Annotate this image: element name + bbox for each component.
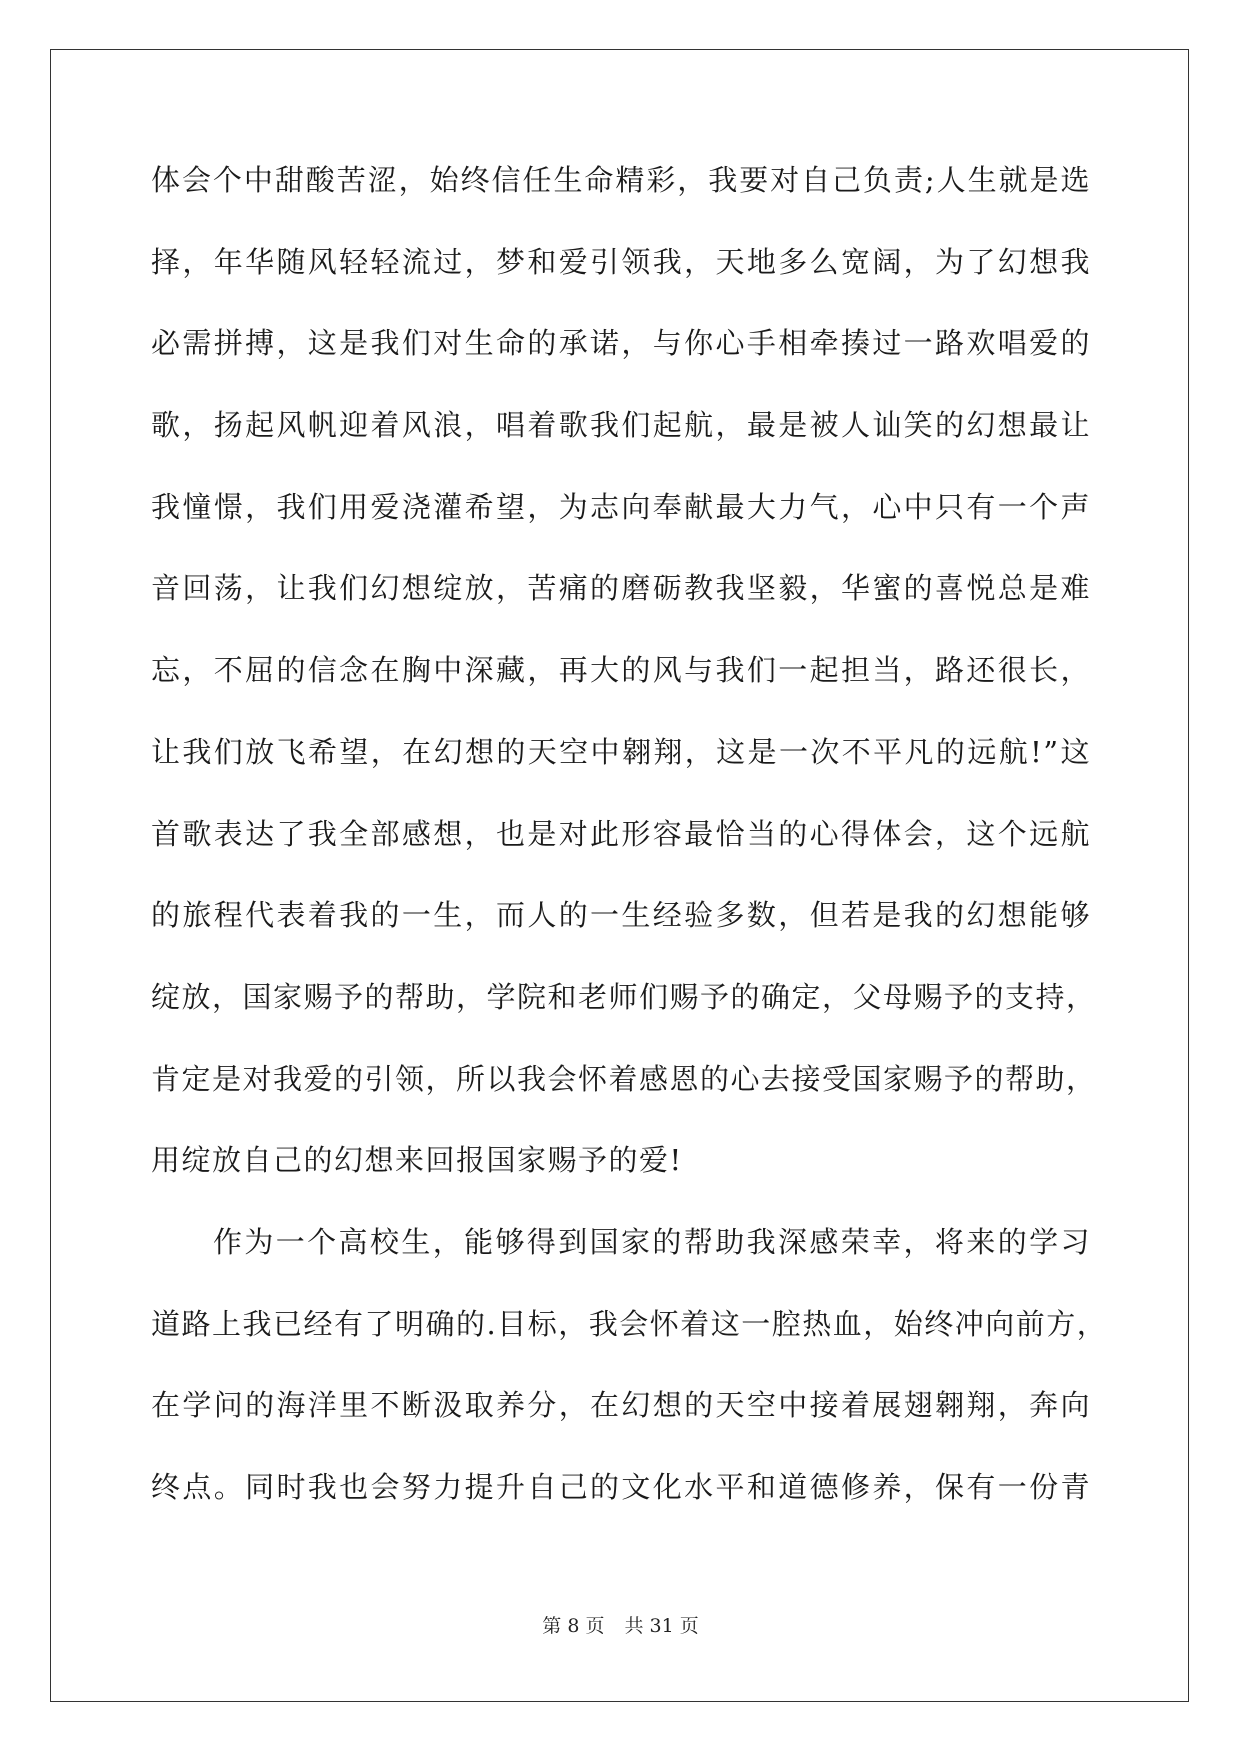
text-line: 体会个中甜酸苦涩，始终信任生命精彩，我要对自己负责;人生就是选 — [151, 163, 1091, 197]
text-line: 音回荡，让我们幻想绽放，苦痛的磨砺教我坚毅，华蜜的喜悦总是难 — [151, 571, 1091, 606]
page-number: 第 8 页 — [542, 1615, 605, 1637]
text-line: 终点。同时我也会努力提升自己的文化水平和道德修养，保有一份青 — [151, 1470, 1091, 1504]
text-line: 必需拼搏，这是我们对生命的承诺，与你心手相牵揍过一路欢唱爱的 — [151, 326, 1091, 361]
text-line: 绽放，国家赐予的帮助，学院和老师们赐予的确定，父母赐予的支持， — [151, 979, 1097, 1014]
page-total: 共 31 页 — [624, 1615, 699, 1637]
page-footer — [0, 1611, 1241, 1638]
text-line: 的旅程代表着我的一生，而人的一生经验多数，但若是我的幻想能够 — [151, 898, 1091, 933]
text-line: 在学问的海洋里不断汲取养分，在幻想的天空中接着展翅翱翔，奔向 — [151, 1388, 1091, 1423]
text-line: 肯定是对我爱的引领，所以我会怀着感恩的心去接受国家赐予的帮助， — [151, 1061, 1097, 1096]
paragraph-first-line: 作为一个高校生，能够得到国家的帮助我深感荣幸，将来的学习 — [213, 1224, 1091, 1259]
text-line: 首歌表达了我全部感想，也是对此形容最恰当的心得体会，这个远航 — [151, 816, 1091, 851]
text-line: 用绽放自己的幻想来回报国家赐予的爱! — [151, 1143, 683, 1178]
text-line: 道路上我已经有了明确的.目标，我会怀着这一腔热血，始终冲向前方， — [151, 1306, 1108, 1341]
text-line: 我憧憬，我们用爱浇灌希望，为志向奉献最大力气，心中只有一个声 — [151, 489, 1091, 524]
body-text — [151, 162, 1108, 1551]
text-line: 忘，不屈的信念在胸中深藏，再大的风与我们一起担当，路还很长， — [151, 653, 1091, 688]
text-line: 择，年华随风轻轻流过，梦和爱引领我，天地多么宽阔，为了幻想我 — [151, 244, 1091, 279]
text-line: 歌，扬起风帆迎着风浪，唱着歌我们起航，最是被人讪笑的幻想最让 — [151, 408, 1091, 443]
text-line: 让我们放飞希望，在幻想的天空中翱翔，这是一次不平凡的远航!”这 — [151, 734, 1091, 769]
